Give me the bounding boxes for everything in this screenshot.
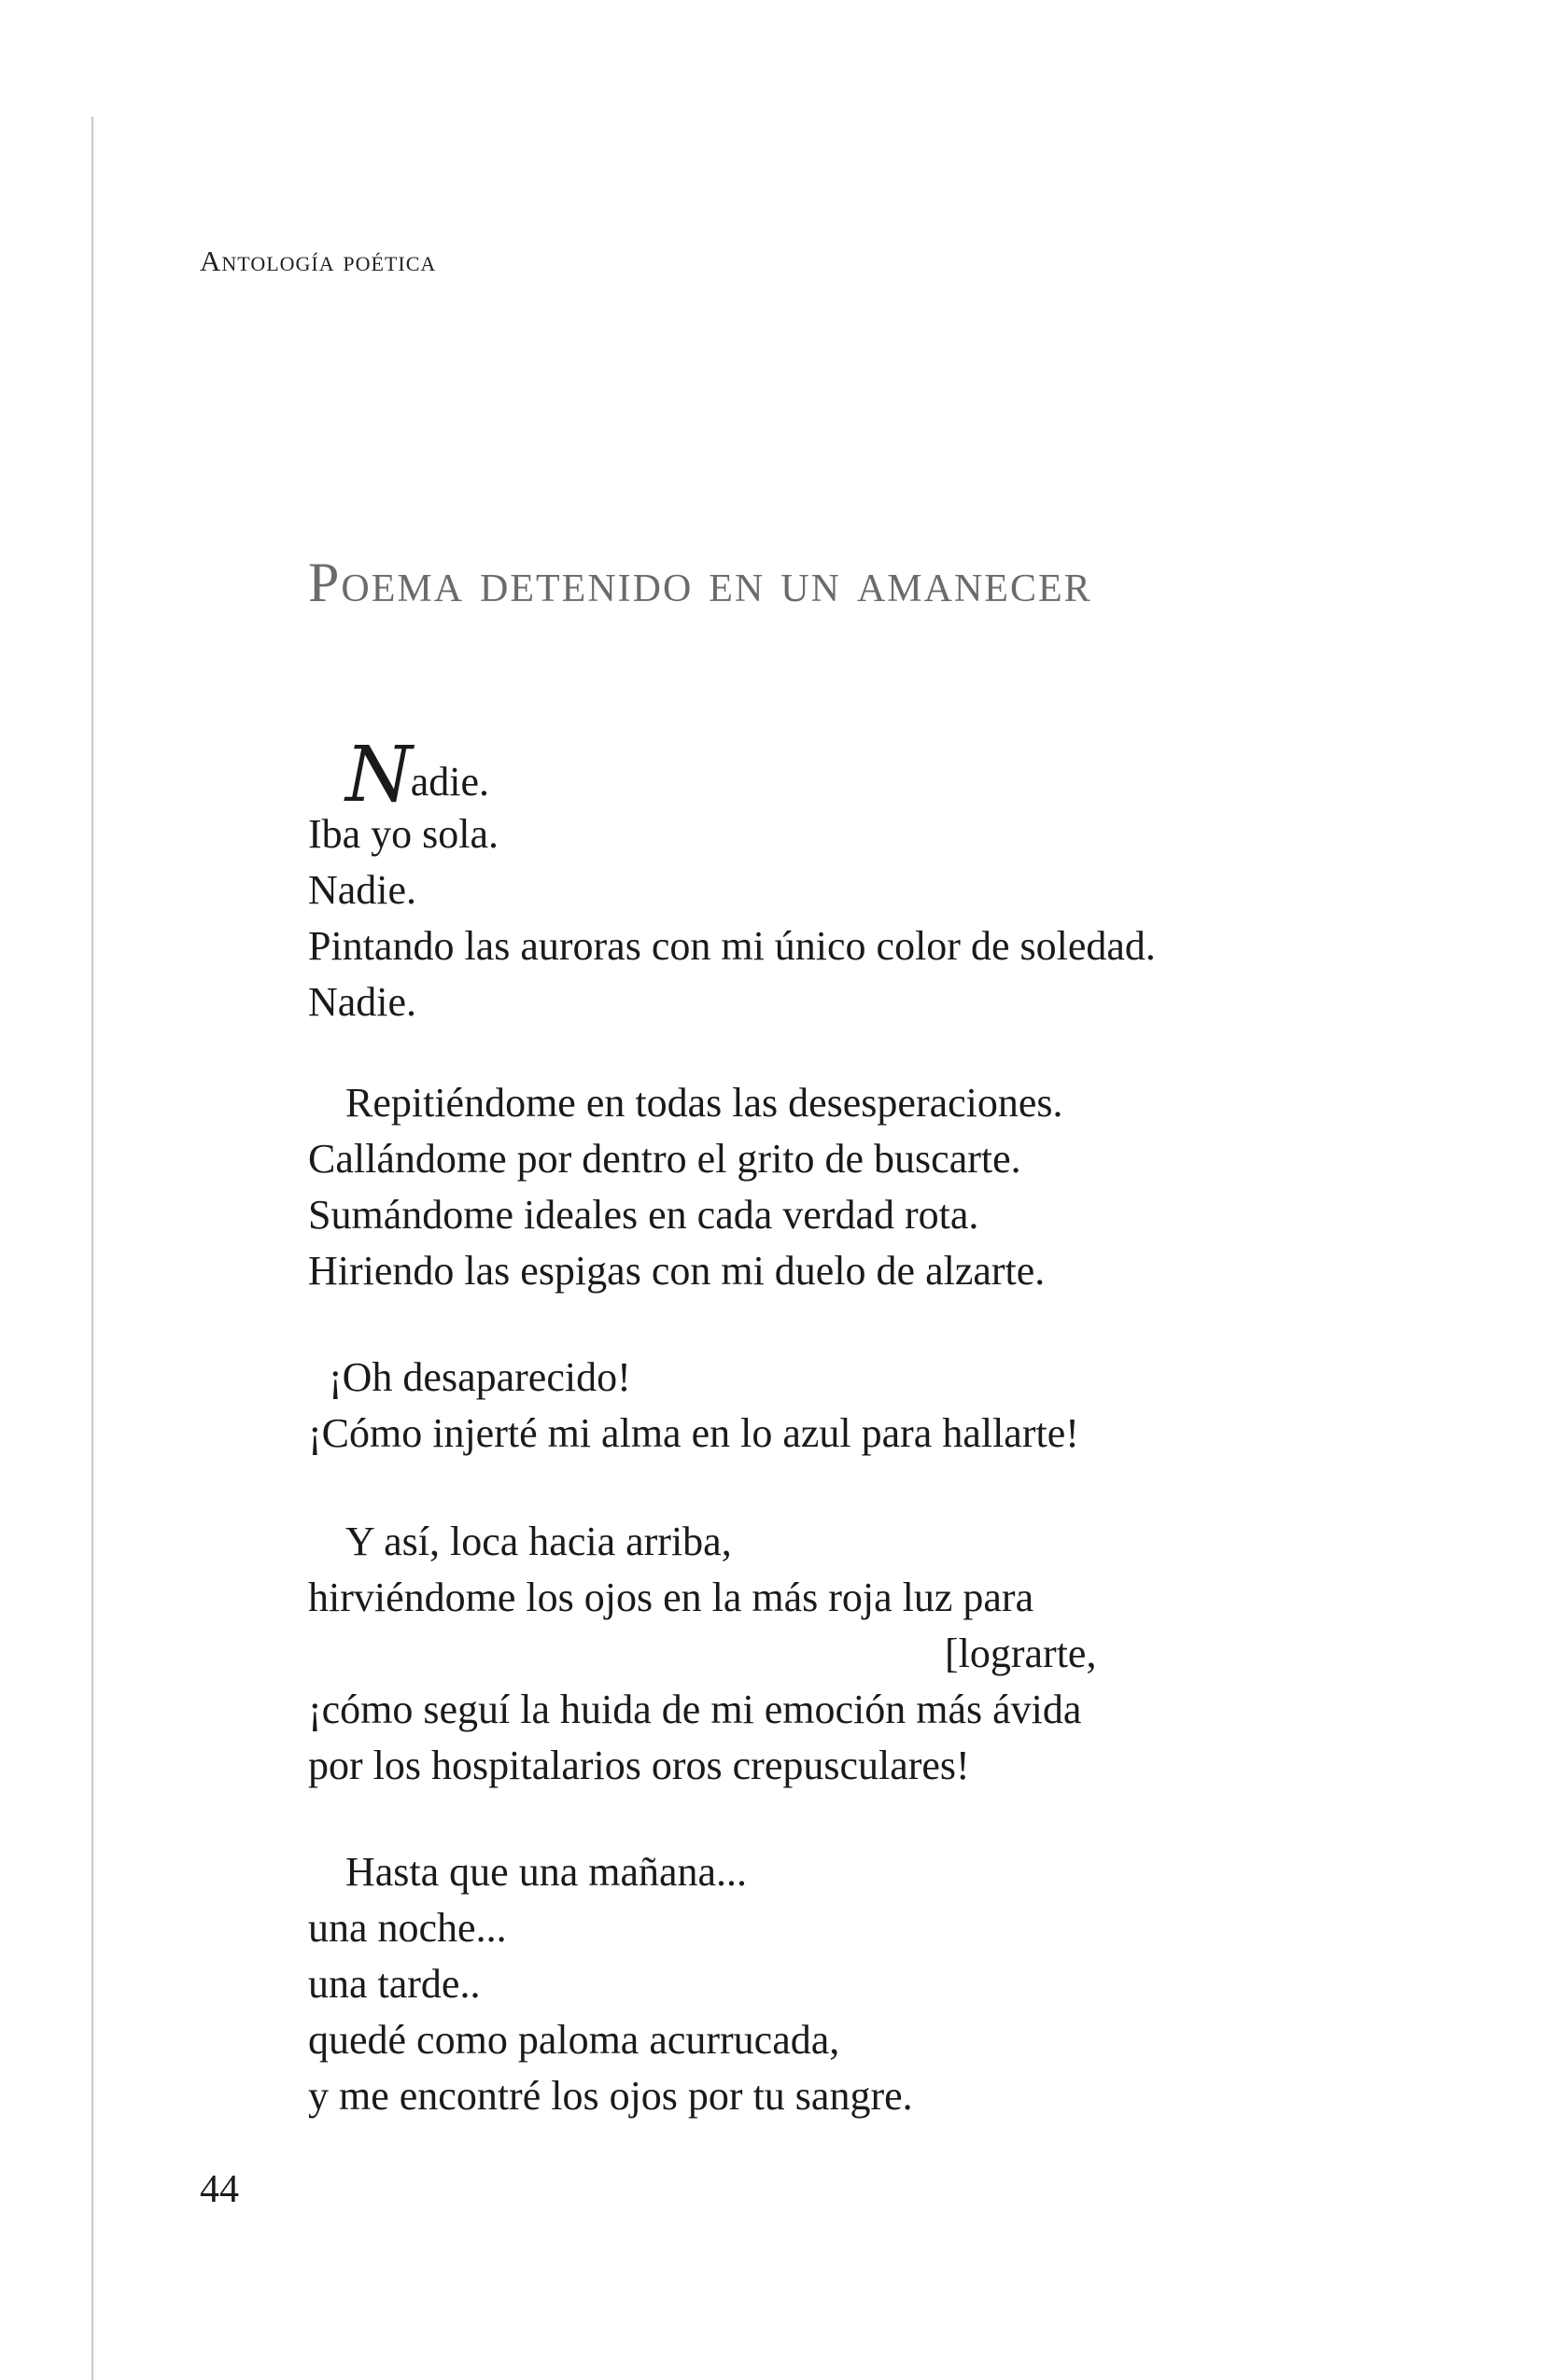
poem-line: ¡Oh desaparecido! [329,1354,631,1400]
poem-line: Hasta que una mañana... [345,1849,748,1895]
poem-line: una noche... [308,1905,507,1951]
page-gutter-line [91,117,93,2380]
poem-line: Y así, loca hacia arriba, [345,1519,732,1564]
poem-line: y me encontré los ojos por tu sangre. [308,2073,913,2119]
poem-line: Callándome por dentro el grito de buscarte. [308,1136,1021,1182]
poem-line: por los hospitalarios oros crepusculares! [308,1743,970,1788]
running-head: Antología poética [200,245,437,277]
poem-line: Nadie. [308,867,417,913]
poem-first-line [345,731,490,819]
poem-line: Sumándome ideales en cada verdad rota. [308,1192,979,1238]
poem-title: Poema detenido en un amanecer [308,552,1092,613]
poem-line: ¡cómo seguí la huida de mi emoción más ávida [308,1687,1082,1732]
poem-line-continuation: [lograrte, [945,1631,1097,1676]
first-line-text: adie. [410,759,490,805]
drop-cap: N [345,731,413,819]
poem-line: Repitiéndome en todas las desesperaciones. [345,1080,1063,1126]
poem-line: Nadie. [308,979,417,1025]
poem-line: ¡Cómo injerté mi alma en lo azul para hallarte! [308,1410,1079,1456]
poem-line: Pintando las auroras con mi único color de soledad. [308,923,1156,969]
poem-line: Hiriendo las espigas con mi duelo de alzarte. [308,1248,1046,1294]
poem-line: Iba yo sola. [308,811,499,857]
poem-line: una tarde.. [308,1961,481,2007]
poem-line: quedé como paloma acurrucada, [308,2017,840,2063]
poem-line: hirviéndome los ojos en la más roja luz para [308,1575,1034,1620]
page-number: 44 [200,2168,239,2211]
